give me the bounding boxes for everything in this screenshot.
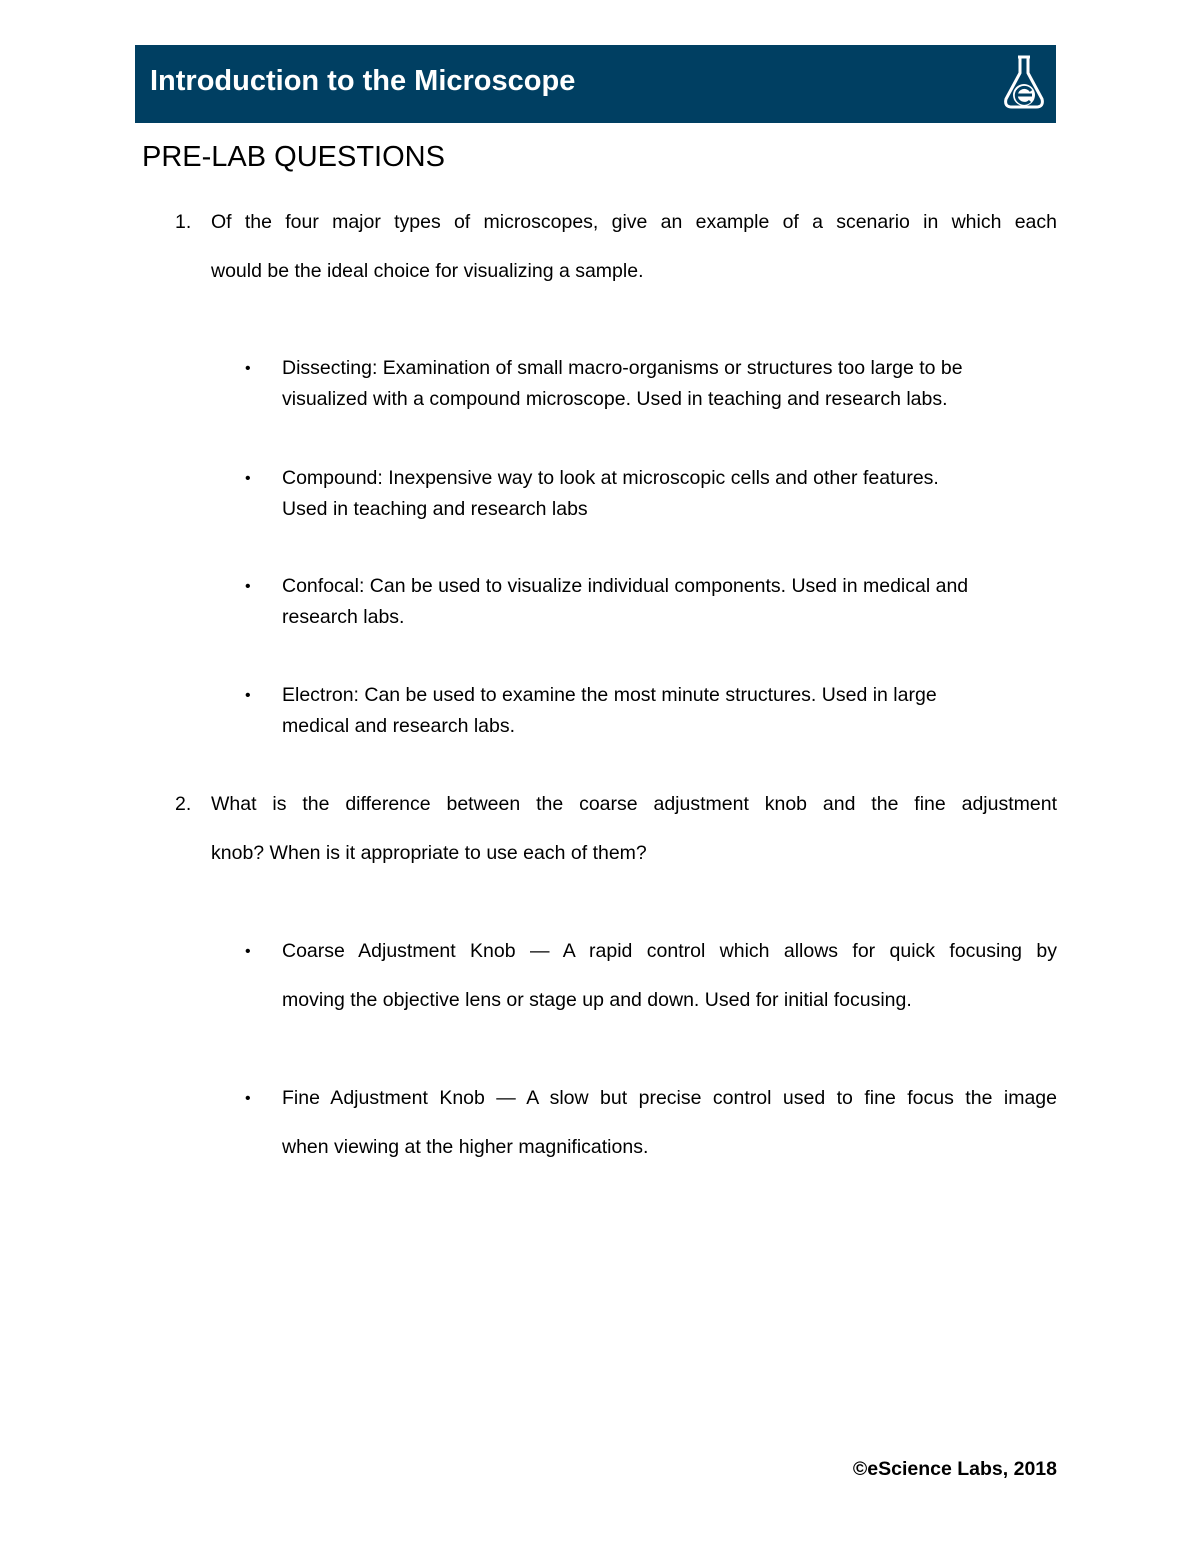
list-item [245, 571, 1057, 633]
bullet-icon: • [245, 1090, 251, 1107]
answer-text-line: Fine Adjustment Knob — A slow but precise control used to fine focus the image [282, 1087, 1057, 1109]
question-number: 1. [175, 211, 192, 233]
question-1 [175, 198, 1057, 296]
bullet-icon: • [245, 943, 251, 960]
question-text-line: would be the ideal choice for visualizing a sample. [211, 260, 644, 282]
bullet-icon: • [245, 687, 251, 704]
copyright-footer: ©eScience Labs, 2018 [852, 1458, 1057, 1480]
answer-text-line: research labs. [282, 606, 405, 628]
list-item [245, 680, 1057, 742]
escience-flask-logo-icon [1000, 53, 1048, 113]
answer-text-line: Electron: Can be used to examine the most minute structures. Used in large [282, 684, 937, 706]
bullet-icon: • [245, 360, 251, 377]
list-item [245, 927, 1057, 1025]
list-item [245, 463, 1057, 525]
answer-text-line: Coarse Adjustment Knob — A rapid control which allows for quick focusing by [282, 940, 1057, 962]
header-bar [135, 45, 1056, 123]
question-2 [175, 780, 1057, 878]
list-item [245, 1074, 1057, 1172]
question-text-line: What is the difference between the coarse adjustment knob and the fine adjustment [211, 793, 1057, 815]
answer-text-line: Dissecting: Examination of small macro-organisms or structures too large to be [282, 357, 963, 379]
question-number: 2. [175, 793, 192, 815]
answer-text-line: Confocal: Can be used to visualize individual components. Used in medical and [282, 575, 969, 597]
answer-text-line: visualized with a compound microscope. Used in teaching and research labs. [282, 388, 948, 410]
bullet-icon: • [245, 578, 251, 595]
page-title: Introduction to the Microscope [150, 65, 576, 97]
question-text-line: Of the four major types of microscopes, give an example of a scenario in which each [211, 211, 1057, 233]
answer-text-line: medical and research labs. [282, 715, 516, 737]
answer-text-line: when viewing at the higher magnifications. [282, 1136, 649, 1158]
answer-text-line: moving the objective lens or stage up and down. Used for initial focusing. [282, 989, 912, 1011]
answer-text-line: Compound: Inexpensive way to look at microscopic cells and other features. [282, 467, 939, 489]
question-text-line: knob? When is it appropriate to use each of them? [211, 842, 647, 864]
list-item [245, 353, 1057, 415]
answer-text-line: Used in teaching and research labs [282, 498, 588, 520]
section-heading: PRE-LAB QUESTIONS [142, 141, 445, 173]
bullet-icon: • [245, 470, 251, 487]
